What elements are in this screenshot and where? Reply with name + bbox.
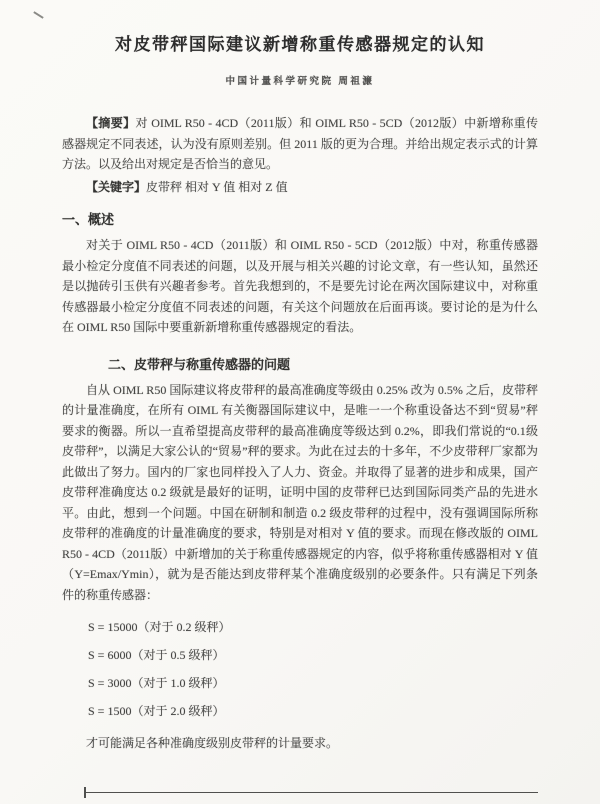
section1-heading: 一、概述	[62, 212, 115, 227]
footer-rule	[84, 792, 538, 793]
section2-paragraph: 自从 OIML R50 国际建议将皮带秤的最高准确度等级由 0.25% 改为 0.5% 之后，皮带秤的计量准确度，在所有 OIML 有关衡器国际建议中，是唯一一个称重设备达不到“贸易”秤要求的衡器。所以一直希望提高皮带秤的最高准确度等级达到 0.2%，即我们常说的“0.1级皮带秤”，以满足大家公认的“贸易”秤的要求。为此在过去的十多年，不少皮带秤厂家都为此做出了努力。国内的厂家也同样投入了人力、资金。并取得了显著的进步和成果，国产皮带秤准确度达 0.2 级就是最好的证明，证明中国的皮带秤已达到国际同类产品的先进水平。由此，想到一个问题。中国在研制和制造 0.2 级皮带秤的过程中，没有强调国际所称皮带秤的准确度的计量准确度的要求，特别是对相对 Y 值的要求。而现在修改版的 OIML R50 - 4CD（2011版）中新增加的关于称重传感器规定的内容，似乎将称重传感器相对 Y 值（Y=Emax/Ymin），就为是否能达到皮带秤某个准确度级别的必要条件。只有满足下列条件的称重传感器：	[62, 382, 538, 602]
formula-line-3: S = 3000（对于 1.0 级秤）	[88, 676, 225, 690]
keywords-label: 【关键字】	[86, 179, 147, 194]
author-affiliation-line: 中国计量科学研究院 周祖濂	[225, 77, 375, 87]
section1-paragraph: 对关于 OIML R50 - 4CD（2011版）和 OIML R50 - 5CD（2012版）中对，称重传感器最小检定分度值不同表述的问题，以及开展与相关兴趣的讨论文章，有一些认知，虽然还是以抛砖引玉供有兴趣者参考。首先我想到的，不是要先讨论在两次国际建议中，对称重传感器最小检定分度值不同表述的问题，有关这个问题放在后面再谈。要讨论的是为什么在 OIML R50 国际中要重新新增称重传感器规定的看法。	[62, 238, 538, 334]
formula-line-1: S = 15000（对于 0.2 级秤）	[88, 620, 231, 634]
keywords-line	[62, 177, 538, 198]
formula-line-2: S = 6000（对于 0.5 级秤）	[88, 648, 225, 662]
closing-line: 才可能满足各种准确度级别皮带秤的计量要求。	[86, 736, 339, 750]
page-title: 对皮带秤国际建议新增称重传感器规定的认知	[115, 35, 485, 54]
formula-line-4: S = 1500（对于 2.0 级秤）	[88, 704, 225, 718]
keywords-text: 皮带秤 相对 Y 值 相对 Z 值	[146, 179, 288, 194]
section2-heading: 二、皮带秤与称重传感器的问题	[108, 356, 291, 372]
abstract-label: 【摘要】	[86, 116, 136, 130]
abstract-paragraph	[62, 113, 538, 175]
scan-artifact-mark	[33, 11, 43, 19]
formula-list	[88, 613, 538, 725]
abstract-text: 对 OIML R50 - 4CD（2011版）和 OIML R50 - 5CD（2012版）中新增称重传感器规定不同表述，认为没有原则差别。但 2011 版的更为合理。并给出规定表示式的计算方法。以及给出对规定是否恰当的意见。	[62, 116, 538, 171]
